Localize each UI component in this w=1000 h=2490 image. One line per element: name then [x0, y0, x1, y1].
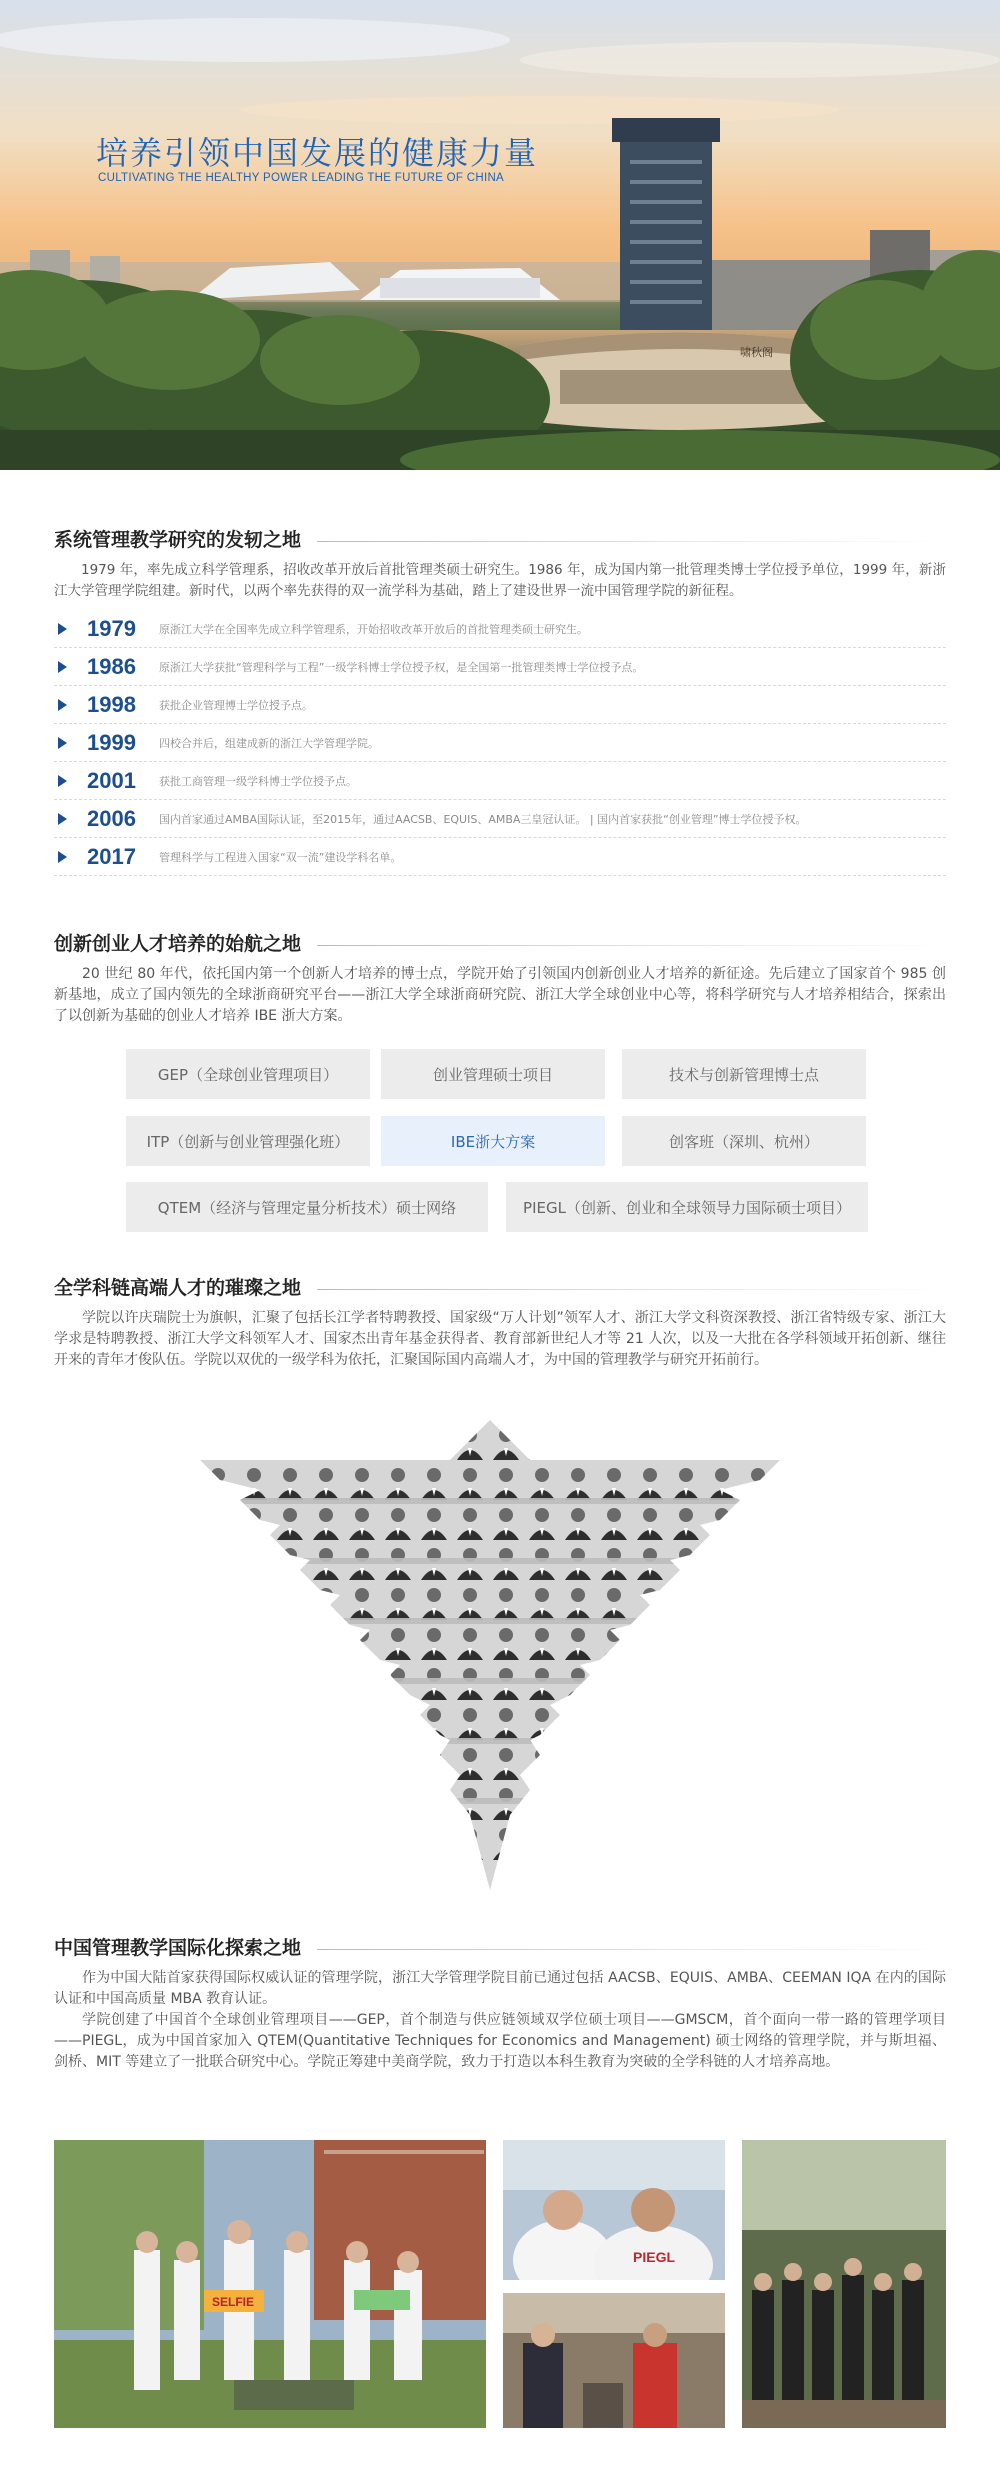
classroom-photo	[503, 2293, 725, 2428]
section-heading	[54, 930, 946, 954]
title-divider	[317, 1289, 946, 1290]
timeline-text: 获批企业管理博士学位授予点。	[159, 698, 313, 712]
arrow-right-icon	[58, 623, 67, 635]
piegl-group-photo	[503, 2140, 725, 2280]
section-title: 系统管理教学研究的发轫之地	[54, 528, 302, 551]
sign-text: SELFIE	[212, 2295, 255, 2309]
campus-illustration	[0, 0, 1000, 470]
timeline-year: 1999	[87, 729, 136, 755]
program-ibe: IBE浙大方案	[381, 1116, 605, 1166]
timeline-year: 1998	[87, 691, 136, 717]
timeline-text: 管理科学与工程进入国家“双一流”建设学科名单。	[159, 850, 402, 864]
timeline-year: 2001	[87, 767, 136, 793]
faculty-portrait-pyramid	[200, 1420, 780, 1890]
timeline-row	[54, 724, 946, 762]
title-divider	[317, 945, 946, 946]
timeline-text: 四校合并后，组建成新的浙江大学管理学院。	[159, 736, 379, 750]
program-maker: 创客班（深圳、杭州）	[622, 1116, 866, 1166]
timeline-year: 2006	[87, 805, 136, 831]
section-title: 创新创业人才培养的始航之地	[54, 932, 302, 955]
section-talent	[54, 1274, 946, 1371]
section-history	[54, 526, 946, 876]
timeline-text: 原浙江大学在全国率先成立科学管理系，开始招收改革开放后的首批管理类硕士研究生。	[159, 622, 588, 636]
section-paragraph: 20 世纪 80 年代，依托国内第一个创新人才培养的博士点，学院开始了引领国内创新创业人才培养的新征途。先后建立了国家首个 985 创新基地，成立了国内领先的全球浙商研究平台——浙江大学全球浙商研究院、浙江大学全球创业中心等，将科学研究与人才培养相结合，探索出了以创新为基础的创业人才培养 IBE 浙大方案。	[54, 966, 946, 1024]
section-heading	[54, 1274, 946, 1298]
program-piegl: PIEGL（创新、创业和全球领导力国际硕士项目）	[506, 1182, 868, 1232]
section-title: 中国管理教学国际化探索之地	[54, 1936, 302, 1959]
arrow-right-icon	[58, 661, 67, 673]
timeline-year: 1979	[87, 615, 136, 641]
sign-text: PIEGL	[633, 2249, 676, 2265]
building-sign: 啸秋阁	[740, 346, 773, 359]
timeline-row	[54, 648, 946, 686]
section-paragraph: 学院创建了中国首个全球创业管理项目——GEP，首个制造与供应链领域双学位硕士项目——GMSCM，首个面向一带一路的管理学项目——PIEGL，成为中国首家加入 QTEM(Quantitative Techniques for Economics and Management) 硕士网络的管理学院，并与斯坦福、剑桥、MIT 等建立了一批联合研究中心。学院正筹建中美商学院，致力于打造以本科生教育为突破的全学科链的人才培养高地。	[54, 2012, 946, 2070]
timeline-row	[54, 838, 946, 876]
photo-group-formal	[742, 2140, 946, 2428]
section-paragraph: 作为中国大陆首家获得国际权威认证的管理学院，浙江大学管理学院目前已通过包括 AACSB、EQUIS、AMBA、CEEMAN IQA 在内的国际认证和中国高质量 MBA 教育认证。	[54, 1970, 946, 2007]
timeline-year: 1986	[87, 653, 136, 679]
title-divider	[317, 541, 946, 542]
arrow-right-icon	[58, 813, 67, 825]
timeline-row	[54, 800, 946, 838]
title-divider	[317, 1949, 946, 1950]
hero-banner	[0, 0, 1000, 470]
program-em-master: 创业管理硕士项目	[381, 1049, 605, 1099]
program-itp: ITP（创新与创业管理强化班）	[126, 1116, 370, 1166]
program-tim-phd: 技术与创新管理博士点	[622, 1049, 866, 1099]
photo-students-campus	[54, 2140, 486, 2428]
section-paragraph: 学院以许庆瑞院士为旗帜，汇聚了包括长江学者特聘教授、国家级“万人计划”领军人才、浙江大学文科资深教授、浙江省特级专家、浙江大学求是特聘教授、浙江大学文科领军人才、国家杰出青年基金获得者、教育部新世纪人才等 21 人次，以及一大批在各学科领域开拓创新、继往开来的青年才俊队伍。学院以双优的一级学科为依托，汇聚国际国内高端人才，为中国的管理教学与研究开拓前行。	[54, 1310, 946, 1368]
section-heading	[54, 1934, 946, 1958]
formal-group-photo	[742, 2140, 946, 2428]
photo-classroom	[503, 2293, 725, 2428]
section-heading	[54, 526, 946, 550]
section-international	[54, 1934, 946, 2073]
arrow-right-icon	[58, 851, 67, 863]
program-gep: GEP（全球创业管理项目）	[126, 1049, 370, 1099]
section-title: 全学科链高端人才的璀璨之地	[54, 1276, 302, 1299]
arrow-right-icon	[58, 775, 67, 787]
program-qtem: QTEM（经济与管理定量分析技术）硕士网络	[126, 1182, 488, 1232]
photo-piegl-students	[503, 2140, 725, 2280]
section-entrepreneurship	[54, 930, 946, 1027]
timeline-text: 获批工商管理一级学科博士学位授予点。	[159, 774, 357, 788]
timeline-row	[54, 686, 946, 724]
timeline-text: 国内首家通过AMBA国际认证，至2015年，通过AACSB、EQUIS、AMBA三皇冠认证。 | 国内首家获批“创业管理”博士学位授予权。	[159, 812, 807, 826]
arrow-right-icon	[58, 737, 67, 749]
timeline-text: 原浙江大学获批“管理科学与工程”一级学科博士学位授予权，是全国第一批管理类博士学位授予点。	[159, 660, 644, 674]
hero-subtitle: CULTIVATING THE HEALTHY POWER LEADING THE FUTURE OF CHINA	[98, 172, 505, 184]
timeline-year: 2017	[87, 843, 136, 869]
arrow-right-icon	[58, 699, 67, 711]
campus-group-photo	[54, 2140, 486, 2428]
hero-title: 培养引领中国发展的健康力量	[96, 134, 539, 172]
section-paragraph: 1979 年，率先成立科学管理系，招收改革开放后首批管理类硕士研究生。1986 年，成为国内第一批管理类博士学位授予单位，1999 年，新浙江大学管理学院组建。新时代，以两个率先获得的双一流学科为基础，踏上了建设世界一流中国管理学院的新征程。	[54, 562, 946, 599]
timeline-row	[54, 610, 946, 648]
timeline	[54, 610, 946, 876]
timeline-row	[54, 762, 946, 800]
